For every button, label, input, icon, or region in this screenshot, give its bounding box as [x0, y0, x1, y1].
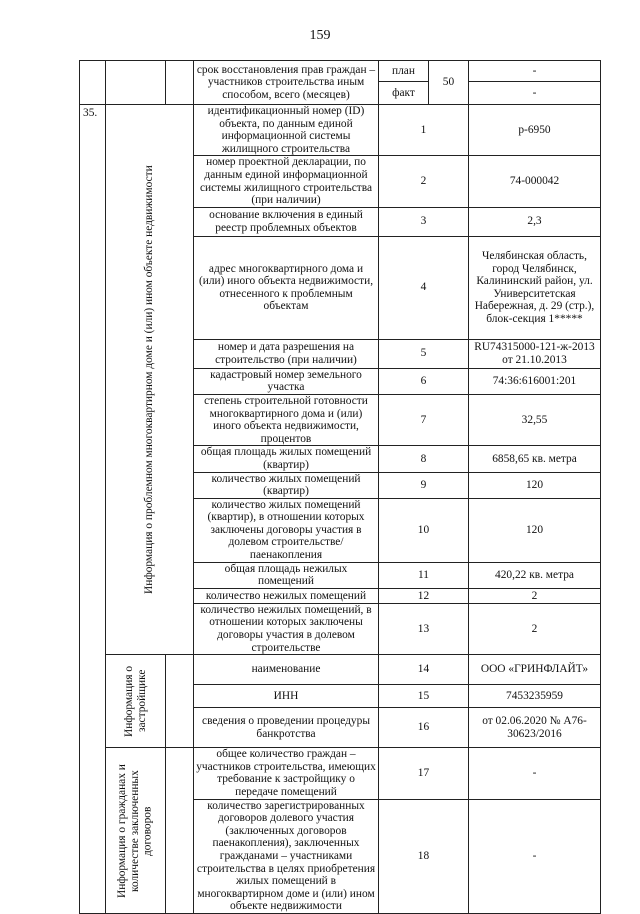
- fact-value: -: [469, 82, 601, 105]
- row-value: -: [469, 748, 601, 799]
- row-value: 2: [469, 588, 601, 603]
- row-value: 2: [469, 603, 601, 654]
- term-description: срок восстановления прав граждан – участников строительства иным способом, всего (месяцев): [194, 61, 379, 105]
- row-label: кадастровый номер земельного участка: [194, 368, 379, 394]
- row-value: 7453235959: [469, 684, 601, 708]
- row-value: 32,55: [469, 394, 601, 445]
- row-index: 5: [379, 339, 469, 368]
- row-label: количество нежилых помещений, в отношении которых заключены договоры участия в долевом строительстве: [194, 603, 379, 654]
- row-index: 6: [379, 368, 469, 394]
- plan-label: план: [379, 61, 429, 82]
- problem-objects-table: [79, 60, 601, 914]
- table-row-term-plan: [80, 61, 601, 82]
- group-title-object-text: Информация о проблемном многоквартирном доме и (или) ином объекте недвижимости: [143, 165, 156, 594]
- row-label: идентификационный номер (ID) объекта, по данным единой информационной системы жилищного строительства: [194, 105, 379, 156]
- group-title-developer-text: Информация о застройщике: [122, 665, 148, 737]
- row-value: Челябинская область, город Челябинск, Калининский район, ул. Университетская Набережная, д. 29 (стр.), блок-секция 1*****: [469, 236, 601, 339]
- row-label: количество жилых помещений (квартир), в отношении которых заключены договоры участия в долевом строительстве/паенакопления: [194, 498, 379, 562]
- row-label: основание включения в единый реестр проблемных объектов: [194, 207, 379, 236]
- table-row: [80, 655, 601, 685]
- row-index: 15: [379, 684, 469, 708]
- group-title-citizens: [106, 748, 166, 914]
- row-value: от 02.06.2020 № А76-30623/2016: [469, 708, 601, 748]
- continuation-number-cell: [80, 61, 106, 105]
- row-value: 120: [469, 498, 601, 562]
- row-label: номер и дата разрешения на строительство (при наличии): [194, 339, 379, 368]
- row-value: 120: [469, 472, 601, 498]
- group-spacer-citizens: [166, 748, 194, 914]
- table-row: [80, 748, 601, 799]
- row-label: сведения о проведении процедуры банкротства: [194, 708, 379, 748]
- row-index: 13: [379, 603, 469, 654]
- row-label: количество жилых помещений (квартир): [194, 472, 379, 498]
- row-label: общая площадь жилых помещений (квартир): [194, 446, 379, 472]
- row-label: количество нежилых помещений: [194, 588, 379, 603]
- row-index: 2: [379, 156, 469, 207]
- page-number: 159: [309, 28, 331, 43]
- row-index: 11: [379, 562, 469, 588]
- row-value: -: [469, 799, 601, 913]
- fact-label: факт: [379, 82, 429, 105]
- row-value: RU74315000-121-ж-2013 от 21.10.2013: [469, 339, 601, 368]
- plan-value: -: [469, 61, 601, 82]
- row-index: 10: [379, 498, 469, 562]
- row-label: адрес многоквартирного дома и (или) иного объекта недвижимости, отнесенного к проблемным объектам: [194, 236, 379, 339]
- row-label: наименование: [194, 655, 379, 685]
- row-value: 74-000042: [469, 156, 601, 207]
- group-spacer-developer: [166, 655, 194, 748]
- row-label: общее количество граждан – участников строительства, имеющих требование к застройщику о передаче помещений: [194, 748, 379, 799]
- table-row: [80, 105, 601, 156]
- row-value: 74:36:616001:201: [469, 368, 601, 394]
- row-index: 14: [379, 655, 469, 685]
- row-label: количество зарегистрированных договоров долевого участия (заключенных договоров паенакопления), заключенных гражданами – участниками строительства в целях приобретения жилых помещений в многоквартирном доме и (или) ином объекте недвижимости: [194, 799, 379, 913]
- row-index: 16: [379, 708, 469, 748]
- row-value: ООО «ГРИНФЛАЙТ»: [469, 655, 601, 685]
- row-index: 1: [379, 105, 469, 156]
- row-value: 420,22 кв. метра: [469, 562, 601, 588]
- row-label: ИНН: [194, 684, 379, 708]
- continuation-group-cell: [106, 61, 166, 105]
- row-label: номер проектной декларации, по данным единой информационной системы жилищного строительства (при наличии): [194, 156, 379, 207]
- row-index: 9: [379, 472, 469, 498]
- group-title-developer: [106, 655, 166, 748]
- row-label: степень строительной готовности многоквартирного дома и (или) иного объекта недвижимости, процентов: [194, 394, 379, 445]
- term-index: 50: [429, 61, 469, 105]
- entry-number: 35.: [80, 105, 106, 914]
- row-index: 4: [379, 236, 469, 339]
- row-index: 17: [379, 748, 469, 799]
- row-label: общая площадь нежилых помещений: [194, 562, 379, 588]
- row-index: 18: [379, 799, 469, 913]
- row-value: 6858,65 кв. метра: [469, 446, 601, 472]
- group-title-object: [106, 105, 194, 655]
- row-index: 7: [379, 394, 469, 445]
- row-index: 12: [379, 588, 469, 603]
- group-title-citizens-text: Информация о гражданах и количестве заключенных договоров: [116, 763, 154, 898]
- row-index: 8: [379, 446, 469, 472]
- row-value: р-6950: [469, 105, 601, 156]
- row-index: 3: [379, 207, 469, 236]
- continuation-spacer-cell: [166, 61, 194, 105]
- row-value: 2,3: [469, 207, 601, 236]
